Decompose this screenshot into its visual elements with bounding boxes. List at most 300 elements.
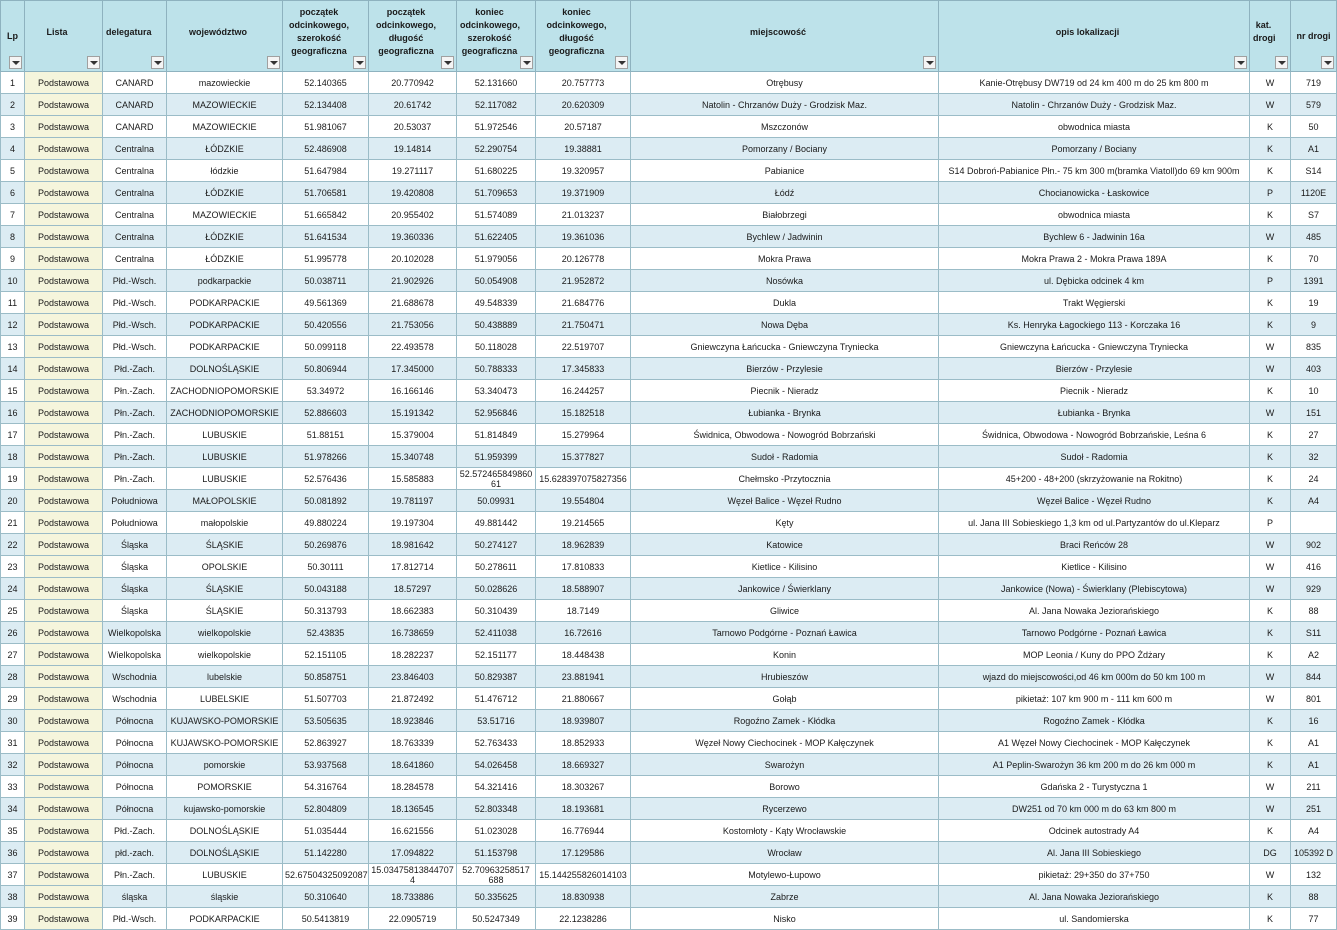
cell-kat[interactable]: K: [1250, 622, 1291, 644]
cell-miejsc[interactable]: Łubianka - Brynka: [631, 402, 939, 424]
cell-delegatura[interactable]: Wschodnia: [103, 688, 167, 710]
cell-lp[interactable]: 35: [1, 820, 25, 842]
cell-kszer[interactable]: 51.622405: [457, 226, 536, 248]
cell-pszer[interactable]: 50.5413819: [283, 908, 369, 930]
cell-miejsc[interactable]: Gołąb: [631, 688, 939, 710]
table-row[interactable]: [1, 776, 1337, 798]
cell-kdl[interactable]: 15.377827: [536, 446, 631, 468]
table-row[interactable]: [1, 512, 1337, 534]
cell-kat[interactable]: W: [1250, 776, 1291, 798]
cell-kat[interactable]: W: [1250, 578, 1291, 600]
cell-kszer[interactable]: 52.763433: [457, 732, 536, 754]
cell-woj[interactable]: małopolskie: [167, 512, 283, 534]
cell-nr[interactable]: 16: [1291, 710, 1337, 732]
cell-kdl[interactable]: 18.7149: [536, 600, 631, 622]
cell-pdl[interactable]: 18.923846: [369, 710, 457, 732]
cell-pszer[interactable]: 52.804809: [283, 798, 369, 820]
cell-pszer[interactable]: 50.858751: [283, 666, 369, 688]
cell-lista[interactable]: Podstawowa: [25, 292, 103, 314]
table-row[interactable]: [1, 226, 1337, 248]
cell-woj[interactable]: wielkopolskie: [167, 622, 283, 644]
cell-kdl[interactable]: 17.345833: [536, 358, 631, 380]
cell-kat[interactable]: K: [1250, 820, 1291, 842]
cell-kdl[interactable]: 16.776944: [536, 820, 631, 842]
cell-pdl[interactable]: 16.166146: [369, 380, 457, 402]
cell-kat[interactable]: K: [1250, 314, 1291, 336]
cell-pszer[interactable]: 50.043188: [283, 578, 369, 600]
cell-nr[interactable]: 801: [1291, 688, 1337, 710]
cell-kszer[interactable]: 49.548339: [457, 292, 536, 314]
cell-woj[interactable]: mazowieckie: [167, 72, 283, 94]
cell-nr[interactable]: A4: [1291, 490, 1337, 512]
cell-kszer[interactable]: 50.335625: [457, 886, 536, 908]
cell-lp[interactable]: 32: [1, 754, 25, 776]
cell-kdl[interactable]: 18.588907: [536, 578, 631, 600]
cell-lp[interactable]: 12: [1, 314, 25, 336]
cell-lista[interactable]: Podstawowa: [25, 94, 103, 116]
cell-lp[interactable]: 27: [1, 644, 25, 666]
cell-lista[interactable]: Podstawowa: [25, 556, 103, 578]
cell-lista[interactable]: Podstawowa: [25, 754, 103, 776]
cell-lista[interactable]: Podstawowa: [25, 468, 103, 490]
cell-nr[interactable]: 27: [1291, 424, 1337, 446]
cell-kszer[interactable]: 52.117082: [457, 94, 536, 116]
cell-lp[interactable]: 33: [1, 776, 25, 798]
cell-miejsc[interactable]: Kietlice - Kilisino: [631, 556, 939, 578]
cell-opis[interactable]: Jankowice (Nowa) - Świerklany (Plebiscytowa): [939, 578, 1250, 600]
cell-miejsc[interactable]: Sudoł - Radomia: [631, 446, 939, 468]
cell-kdl[interactable]: 21.013237: [536, 204, 631, 226]
cell-kat[interactable]: W: [1250, 864, 1291, 886]
cell-kat[interactable]: P: [1250, 182, 1291, 204]
cell-woj[interactable]: OPOLSKIE: [167, 556, 283, 578]
cell-kat[interactable]: P: [1250, 512, 1291, 534]
cell-kszer[interactable]: 53.51716: [457, 710, 536, 732]
cell-nr[interactable]: 105392 D: [1291, 842, 1337, 864]
cell-delegatura[interactable]: płd.-zach.: [103, 842, 167, 864]
cell-nr[interactable]: 151: [1291, 402, 1337, 424]
cell-woj[interactable]: LUBUSKIE: [167, 424, 283, 446]
cell-lp[interactable]: 21: [1, 512, 25, 534]
filter-dropdown-button[interactable]: [923, 56, 936, 69]
cell-kdl[interactable]: 23.881941: [536, 666, 631, 688]
cell-pszer[interactable]: 51.035444: [283, 820, 369, 842]
cell-pdl[interactable]: 15.585883: [369, 468, 457, 490]
cell-nr[interactable]: 1391: [1291, 270, 1337, 292]
cell-woj[interactable]: ŁÓDZKIE: [167, 182, 283, 204]
cell-opis[interactable]: Węzeł Balice - Węzeł Rudno: [939, 490, 1250, 512]
cell-opis[interactable]: Pomorzany / Bociany: [939, 138, 1250, 160]
cell-pszer[interactable]: 52.886603: [283, 402, 369, 424]
cell-lp[interactable]: 11: [1, 292, 25, 314]
cell-lp[interactable]: 25: [1, 600, 25, 622]
cell-kat[interactable]: K: [1250, 248, 1291, 270]
cell-kat[interactable]: K: [1250, 600, 1291, 622]
cell-pdl[interactable]: 17.345000: [369, 358, 457, 380]
cell-lista[interactable]: Podstawowa: [25, 622, 103, 644]
cell-opis[interactable]: MOP Leonia / Kuny do PPO Żdżary: [939, 644, 1250, 666]
cell-delegatura[interactable]: Centralna: [103, 248, 167, 270]
table-row[interactable]: [1, 336, 1337, 358]
cell-opis[interactable]: 45+200 - 48+200 (skrzyżowanie na Rokitno): [939, 468, 1250, 490]
cell-lp[interactable]: 38: [1, 886, 25, 908]
cell-delegatura[interactable]: CANARD: [103, 116, 167, 138]
cell-opis[interactable]: S14 Dobroń-Pabianice Płn.- 75 km 300 m(bramka Viatoll)do 69 km 900m: [939, 160, 1250, 182]
cell-lista[interactable]: Podstawowa: [25, 578, 103, 600]
cell-delegatura[interactable]: Płd.-Zach.: [103, 820, 167, 842]
cell-nr[interactable]: 579: [1291, 94, 1337, 116]
cell-kat[interactable]: K: [1250, 380, 1291, 402]
cell-pdl[interactable]: 18.136545: [369, 798, 457, 820]
cell-kszer[interactable]: 52.956846: [457, 402, 536, 424]
cell-lp[interactable]: 14: [1, 358, 25, 380]
cell-kszer[interactable]: 50.310439: [457, 600, 536, 622]
cell-woj[interactable]: LUBUSKIE: [167, 864, 283, 886]
cell-woj[interactable]: ŁÓDZKIE: [167, 138, 283, 160]
cell-woj[interactable]: ZACHODNIOPOMORSKIE: [167, 380, 283, 402]
cell-nr[interactable]: 70: [1291, 248, 1337, 270]
table-row[interactable]: [1, 160, 1337, 182]
cell-pdl[interactable]: 16.738659: [369, 622, 457, 644]
cell-kdl[interactable]: 22.1238286: [536, 908, 631, 930]
cell-nr[interactable]: 719: [1291, 72, 1337, 94]
cell-miejsc[interactable]: Bierzów - Przylesie: [631, 358, 939, 380]
cell-nr[interactable]: S7: [1291, 204, 1337, 226]
cell-kat[interactable]: W: [1250, 94, 1291, 116]
cell-pdl[interactable]: 18.733886: [369, 886, 457, 908]
cell-nr[interactable]: S14: [1291, 160, 1337, 182]
cell-delegatura[interactable]: Śląska: [103, 534, 167, 556]
cell-lista[interactable]: Podstawowa: [25, 160, 103, 182]
cell-delegatura[interactable]: Północna: [103, 776, 167, 798]
cell-pszer[interactable]: 53.937568: [283, 754, 369, 776]
cell-delegatura[interactable]: Płd.-Wsch.: [103, 336, 167, 358]
table-row[interactable]: [1, 886, 1337, 908]
cell-kszer[interactable]: 50.438889: [457, 314, 536, 336]
cell-nr[interactable]: 835: [1291, 336, 1337, 358]
cell-lista[interactable]: Podstawowa: [25, 204, 103, 226]
cell-lista[interactable]: Podstawowa: [25, 336, 103, 358]
cell-kszer[interactable]: 54.321416: [457, 776, 536, 798]
cell-woj[interactable]: ZACHODNIOPOMORSKIE: [167, 402, 283, 424]
cell-kdl[interactable]: 17.129586: [536, 842, 631, 864]
cell-woj[interactable]: KUJAWSKO-POMORSKIE: [167, 710, 283, 732]
cell-pdl[interactable]: 22.493578: [369, 336, 457, 358]
cell-nr[interactable]: 19: [1291, 292, 1337, 314]
cell-pszer[interactable]: 52.151105: [283, 644, 369, 666]
cell-lista[interactable]: Podstawowa: [25, 270, 103, 292]
cell-nr[interactable]: S11: [1291, 622, 1337, 644]
table-row[interactable]: [1, 600, 1337, 622]
cell-pszer[interactable]: 51.88151: [283, 424, 369, 446]
cell-delegatura[interactable]: śląska: [103, 886, 167, 908]
cell-miejsc[interactable]: Borowo: [631, 776, 939, 798]
cell-lista[interactable]: Podstawowa: [25, 182, 103, 204]
cell-lista[interactable]: Podstawowa: [25, 798, 103, 820]
cell-kdl[interactable]: 22.519707: [536, 336, 631, 358]
cell-woj[interactable]: MAZOWIECKIE: [167, 204, 283, 226]
table-row[interactable]: [1, 248, 1337, 270]
cell-nr[interactable]: 485: [1291, 226, 1337, 248]
cell-delegatura[interactable]: Płd.-Wsch.: [103, 270, 167, 292]
cell-delegatura[interactable]: Centralna: [103, 160, 167, 182]
cell-kat[interactable]: K: [1250, 204, 1291, 226]
cell-kszer[interactable]: 52.803348: [457, 798, 536, 820]
cell-miejsc[interactable]: Rycerzewo: [631, 798, 939, 820]
cell-nr[interactable]: A1: [1291, 754, 1337, 776]
table-row[interactable]: [1, 710, 1337, 732]
cell-pszer[interactable]: 51.665842: [283, 204, 369, 226]
cell-lista[interactable]: Podstawowa: [25, 226, 103, 248]
cell-opis[interactable]: DW251 od 70 km 000 m do 63 km 800 m: [939, 798, 1250, 820]
cell-nr[interactable]: 10: [1291, 380, 1337, 402]
cell-kszer[interactable]: 51.972546: [457, 116, 536, 138]
cell-pdl[interactable]: 18.641860: [369, 754, 457, 776]
cell-miejsc[interactable]: Hrubieszów: [631, 666, 939, 688]
cell-lp[interactable]: 8: [1, 226, 25, 248]
table-row[interactable]: [1, 94, 1337, 116]
cell-kdl[interactable]: 20.620309: [536, 94, 631, 116]
cell-miejsc[interactable]: Mszczonów: [631, 116, 939, 138]
cell-woj[interactable]: MAŁOPOLSKIE: [167, 490, 283, 512]
cell-kszer[interactable]: 53.340473: [457, 380, 536, 402]
filter-dropdown-button[interactable]: [615, 56, 628, 69]
cell-pdl[interactable]: 21.688678: [369, 292, 457, 314]
cell-delegatura[interactable]: Płn.-Zach.: [103, 446, 167, 468]
cell-kdl[interactable]: 19.371909: [536, 182, 631, 204]
cell-opis[interactable]: Chocianowicka - Łaskowice: [939, 182, 1250, 204]
cell-nr[interactable]: A4: [1291, 820, 1337, 842]
cell-delegatura[interactable]: Południowa: [103, 490, 167, 512]
cell-nr[interactable]: 132: [1291, 864, 1337, 886]
cell-lp[interactable]: 31: [1, 732, 25, 754]
cell-kdl[interactable]: 15.628397075827356: [536, 468, 631, 490]
cell-woj[interactable]: DOLNOŚLĄSKIE: [167, 820, 283, 842]
cell-kat[interactable]: K: [1250, 116, 1291, 138]
cell-lista[interactable]: Podstawowa: [25, 820, 103, 842]
cell-pszer[interactable]: 53.505635: [283, 710, 369, 732]
cell-kdl[interactable]: 21.750471: [536, 314, 631, 336]
cell-lp[interactable]: 36: [1, 842, 25, 864]
cell-miejsc[interactable]: Mokra Prawa: [631, 248, 939, 270]
cell-pdl[interactable]: 20.102028: [369, 248, 457, 270]
cell-woj[interactable]: ŚLĄSKIE: [167, 534, 283, 556]
cell-opis[interactable]: obwodnica miasta: [939, 204, 1250, 226]
cell-pszer[interactable]: 50.081892: [283, 490, 369, 512]
cell-kszer[interactable]: 51.959399: [457, 446, 536, 468]
cell-kat[interactable]: W: [1250, 72, 1291, 94]
cell-kat[interactable]: W: [1250, 336, 1291, 358]
cell-kszer[interactable]: 52.70963258517 688: [457, 864, 536, 886]
cell-pdl[interactable]: 18.284578: [369, 776, 457, 798]
cell-nr[interactable]: 88: [1291, 886, 1337, 908]
cell-miejsc[interactable]: Węzeł Balice - Węzeł Rudno: [631, 490, 939, 512]
cell-kat[interactable]: K: [1250, 886, 1291, 908]
cell-woj[interactable]: LUBUSKIE: [167, 468, 283, 490]
cell-miejsc[interactable]: Bychlew / Jadwinin: [631, 226, 939, 248]
cell-lp[interactable]: 34: [1, 798, 25, 820]
cell-pdl[interactable]: 18.981642: [369, 534, 457, 556]
cell-pszer[interactable]: 51.995778: [283, 248, 369, 270]
cell-kat[interactable]: W: [1250, 688, 1291, 710]
cell-pszer[interactable]: 51.981067: [283, 116, 369, 138]
cell-kdl[interactable]: 19.320957: [536, 160, 631, 182]
cell-delegatura[interactable]: Płd.-Wsch.: [103, 908, 167, 930]
cell-delegatura[interactable]: Wschodnia: [103, 666, 167, 688]
cell-opis[interactable]: Bychlew 6 - Jadwinin 16a: [939, 226, 1250, 248]
cell-pszer[interactable]: 51.706581: [283, 182, 369, 204]
cell-kat[interactable]: K: [1250, 424, 1291, 446]
cell-kat[interactable]: W: [1250, 402, 1291, 424]
cell-miejsc[interactable]: Piecnik - Nieradz: [631, 380, 939, 402]
cell-pdl[interactable]: 19.360336: [369, 226, 457, 248]
cell-pdl[interactable]: 19.781197: [369, 490, 457, 512]
cell-lp[interactable]: 20: [1, 490, 25, 512]
table-row[interactable]: [1, 842, 1337, 864]
cell-miejsc[interactable]: Łódź: [631, 182, 939, 204]
cell-kdl[interactable]: 20.57187: [536, 116, 631, 138]
cell-woj[interactable]: ŁÓDZKIE: [167, 248, 283, 270]
cell-lista[interactable]: Podstawowa: [25, 402, 103, 424]
cell-kdl[interactable]: 18.669327: [536, 754, 631, 776]
cell-lp[interactable]: 28: [1, 666, 25, 688]
cell-miejsc[interactable]: Chełmsko -Przytocznia: [631, 468, 939, 490]
cell-delegatura[interactable]: Płn.-Zach.: [103, 402, 167, 424]
cell-kdl[interactable]: 21.684776: [536, 292, 631, 314]
cell-lista[interactable]: Podstawowa: [25, 380, 103, 402]
cell-delegatura[interactable]: Płn.-Zach.: [103, 380, 167, 402]
cell-delegatura[interactable]: Płd.-Zach.: [103, 358, 167, 380]
cell-opis[interactable]: Tarnowo Podgórne - Poznań Ławica: [939, 622, 1250, 644]
filter-dropdown-button[interactable]: [267, 56, 280, 69]
cell-pszer[interactable]: 51.978266: [283, 446, 369, 468]
cell-lista[interactable]: Podstawowa: [25, 490, 103, 512]
cell-kat[interactable]: K: [1250, 732, 1291, 754]
table-row[interactable]: [1, 644, 1337, 666]
cell-lp[interactable]: 22: [1, 534, 25, 556]
cell-nr[interactable]: 844: [1291, 666, 1337, 688]
cell-kszer[interactable]: 52.411038: [457, 622, 536, 644]
cell-kdl[interactable]: 18.852933: [536, 732, 631, 754]
cell-kat[interactable]: K: [1250, 710, 1291, 732]
cell-opis[interactable]: Kietlice - Kilisino: [939, 556, 1250, 578]
cell-nr[interactable]: 24: [1291, 468, 1337, 490]
cell-opis[interactable]: Piecnik - Nieradz: [939, 380, 1250, 402]
table-row[interactable]: [1, 820, 1337, 842]
cell-pdl[interactable]: 20.955402: [369, 204, 457, 226]
cell-opis[interactable]: Kanie-Otrębusy DW719 od 24 km 400 m do 25 km 800 m: [939, 72, 1250, 94]
cell-kszer[interactable]: 50.118028: [457, 336, 536, 358]
cell-kszer[interactable]: 51.574089: [457, 204, 536, 226]
table-row[interactable]: [1, 138, 1337, 160]
cell-opis[interactable]: Trakt Węgierski: [939, 292, 1250, 314]
cell-lp[interactable]: 5: [1, 160, 25, 182]
cell-kat[interactable]: W: [1250, 666, 1291, 688]
cell-miejsc[interactable]: Rogoźno Zamek - Kłódka: [631, 710, 939, 732]
cell-pdl[interactable]: 15.340748: [369, 446, 457, 468]
filter-dropdown-button[interactable]: [1321, 56, 1334, 69]
cell-pszer[interactable]: 50.310640: [283, 886, 369, 908]
cell-opis[interactable]: Al. Jana Nowaka Jeziorańskiego: [939, 886, 1250, 908]
cell-delegatura[interactable]: Północna: [103, 732, 167, 754]
table-row[interactable]: [1, 468, 1337, 490]
cell-delegatura[interactable]: Centralna: [103, 138, 167, 160]
cell-kszer[interactable]: 50.829387: [457, 666, 536, 688]
cell-opis[interactable]: ul. Sandomierska: [939, 908, 1250, 930]
cell-lista[interactable]: Podstawowa: [25, 710, 103, 732]
cell-miejsc[interactable]: Gliwice: [631, 600, 939, 622]
cell-kdl[interactable]: 16.244257: [536, 380, 631, 402]
cell-pszer[interactable]: 51.647984: [283, 160, 369, 182]
cell-kat[interactable]: K: [1250, 446, 1291, 468]
table-row[interactable]: [1, 292, 1337, 314]
cell-delegatura[interactable]: Północna: [103, 798, 167, 820]
cell-pszer[interactable]: 51.641534: [283, 226, 369, 248]
cell-lista[interactable]: Podstawowa: [25, 864, 103, 886]
cell-pszer[interactable]: 50.269876: [283, 534, 369, 556]
cell-woj[interactable]: MAZOWIECKIE: [167, 94, 283, 116]
cell-opis[interactable]: Odcinek autostrady A4: [939, 820, 1250, 842]
cell-delegatura[interactable]: Śląska: [103, 578, 167, 600]
cell-lp[interactable]: 39: [1, 908, 25, 930]
cell-kat[interactable]: K: [1250, 138, 1291, 160]
cell-pszer[interactable]: 50.420556: [283, 314, 369, 336]
cell-kszer[interactable]: 50.5247349: [457, 908, 536, 930]
cell-lista[interactable]: Podstawowa: [25, 600, 103, 622]
cell-miejsc[interactable]: Kostomłoty - Kąty Wrocławskie: [631, 820, 939, 842]
cell-pdl[interactable]: 19.14814: [369, 138, 457, 160]
cell-kat[interactable]: W: [1250, 556, 1291, 578]
cell-pszer[interactable]: 51.507703: [283, 688, 369, 710]
cell-opis[interactable]: ul. Jana III Sobieskiego 1,3 km od ul.Partyzantów do ul.Kleparz: [939, 512, 1250, 534]
cell-kszer[interactable]: 51.814849: [457, 424, 536, 446]
cell-opis[interactable]: Łubianka - Brynka: [939, 402, 1250, 424]
cell-nr[interactable]: A1: [1291, 138, 1337, 160]
cell-lp[interactable]: 16: [1, 402, 25, 424]
cell-kdl[interactable]: 20.757773: [536, 72, 631, 94]
cell-nr[interactable]: 403: [1291, 358, 1337, 380]
filter-dropdown-button[interactable]: [151, 56, 164, 69]
cell-opis[interactable]: Al. Jana Nowaka Jeziorańskiego: [939, 600, 1250, 622]
table-row[interactable]: [1, 666, 1337, 688]
cell-kszer[interactable]: 51.476712: [457, 688, 536, 710]
cell-delegatura[interactable]: Płd.-Wsch.: [103, 292, 167, 314]
cell-pszer[interactable]: 50.806944: [283, 358, 369, 380]
cell-pszer[interactable]: 52.576436: [283, 468, 369, 490]
cell-opis[interactable]: Braci Reńców 28: [939, 534, 1250, 556]
cell-pdl[interactable]: 18.763339: [369, 732, 457, 754]
cell-opis[interactable]: ul. Dębicka odcinek 4 km: [939, 270, 1250, 292]
cell-lp[interactable]: 6: [1, 182, 25, 204]
cell-pszer[interactable]: 52.134408: [283, 94, 369, 116]
cell-pszer[interactable]: 51.142280: [283, 842, 369, 864]
cell-miejsc[interactable]: Pabianice: [631, 160, 939, 182]
cell-kszer[interactable]: 52.151177: [457, 644, 536, 666]
cell-pszer[interactable]: 50.30111: [283, 556, 369, 578]
cell-lp[interactable]: 30: [1, 710, 25, 732]
cell-woj[interactable]: PODKARPACKIE: [167, 908, 283, 930]
cell-woj[interactable]: LUBELSKIE: [167, 688, 283, 710]
cell-delegatura[interactable]: Płd.-Wsch.: [103, 314, 167, 336]
table-row[interactable]: [1, 72, 1337, 94]
cell-opis[interactable]: Gniewczyna Łańcucka - Gniewczyna Tryniecka: [939, 336, 1250, 358]
cell-miejsc[interactable]: Zabrze: [631, 886, 939, 908]
cell-pdl[interactable]: 15.379004: [369, 424, 457, 446]
cell-lista[interactable]: Podstawowa: [25, 732, 103, 754]
cell-nr[interactable]: 416: [1291, 556, 1337, 578]
cell-pdl[interactable]: 19.197304: [369, 512, 457, 534]
cell-lista[interactable]: Podstawowa: [25, 72, 103, 94]
